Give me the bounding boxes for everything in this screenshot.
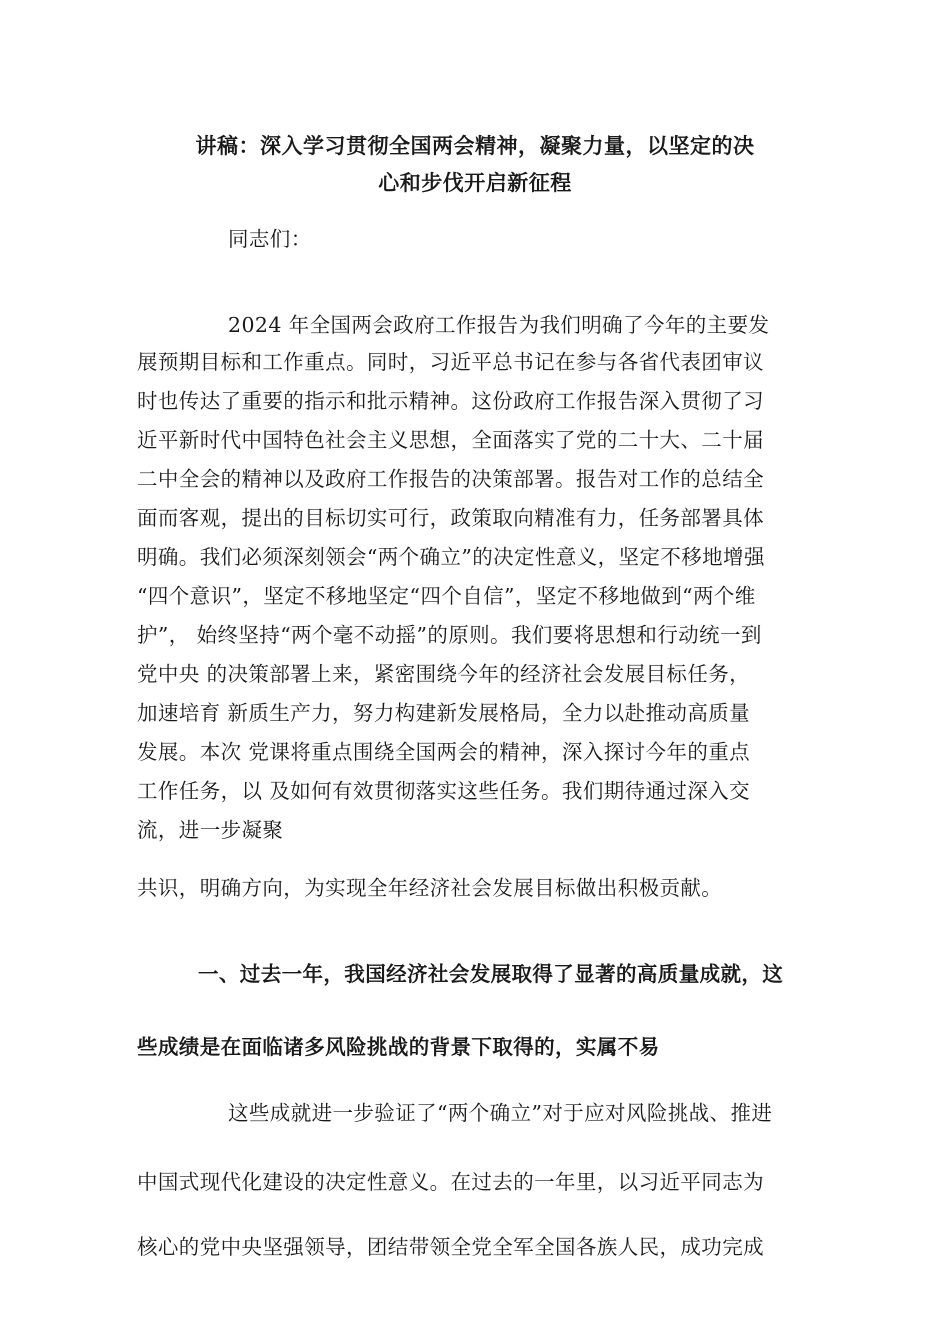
intro-line: 时也传达了重要的指示和批示精神。这份政府工作报告深入贯彻了习 xyxy=(137,389,764,413)
intro-line: 近平新时代中国特色社会主义思想，全面落实了党的二十大、二十届 xyxy=(137,428,764,452)
document-title-line-2: 心和步伐开启新征程 xyxy=(378,170,572,195)
intro-line: 加速培育 新质生产力，努力构建新发展格局，全力以赴推动高质量 xyxy=(137,701,751,725)
section-1-heading-line-1: 一、过去一年，我国经济社会发展取得了显著的高质量成就，这 xyxy=(198,962,784,986)
intro-line: 二中全会的精神以及政府工作报告的决策部署。报告对工作的总结全 xyxy=(137,467,764,491)
intro-line: 工作任务，以 及如何有效贯彻落实这些任务。我们期待通过深入交 xyxy=(137,779,751,803)
intro-line: 面而客观，提出的目标切实可行，政策取向精准有力，任务部署具体 xyxy=(137,506,764,530)
section-1-heading-line-2: 些成绩是在面临诸多风险挑战的背景下取得的，实属不易 xyxy=(137,1035,660,1059)
document-title-line-1: 讲稿：深入学习贯彻全国两会精神，凝聚力量，以坚定的决 xyxy=(195,133,755,158)
intro-line: 党中央 的决策部署上来，紧密围绕今年的经济社会发展目标任务， xyxy=(137,662,751,686)
intro-line: “四个意识”，坚定不移地坚定“四个自信”，坚定不移地做到“两个维 xyxy=(137,584,756,608)
intro-line: 展预期目标和工作重点。同时，习近平总书记在参与各省代表团审议 xyxy=(137,350,764,374)
intro-line: 护”， 始终坚持“两个毫不动摇”的原则。我们要将思想和行动统一到 xyxy=(137,623,762,647)
salutation: 同志们： xyxy=(228,227,312,251)
intro-continuation: 共识，明确方向，为实现全年经济社会发展目标做出积极贡献。 xyxy=(137,876,723,900)
intro-line: 2024 年全国两会政府工作报告为我们明确了今年的主要发 xyxy=(228,313,770,337)
intro-line: 流，进一步凝聚 xyxy=(137,818,284,842)
intro-line: 发展。本次 党课将重点围绕全国两会的精神，深入探讨今年的重点 xyxy=(137,740,751,764)
section-1-body-line: 这些成就进一步验证了“两个确立”对于应对风险挑战、推进 xyxy=(228,1101,773,1125)
section-1-body-line: 中国式现代化建设的决定性意义。在过去的一年里，以习近平同志为 xyxy=(137,1170,764,1194)
section-1-body-line: 核心的党中央坚强领导，团结带领全党全军全国各族人民，成功完成 xyxy=(137,1235,764,1259)
intro-line: 明确。我们必须深刻领会“两个确立”的决定性意义，坚定不移地增强 xyxy=(137,545,765,569)
